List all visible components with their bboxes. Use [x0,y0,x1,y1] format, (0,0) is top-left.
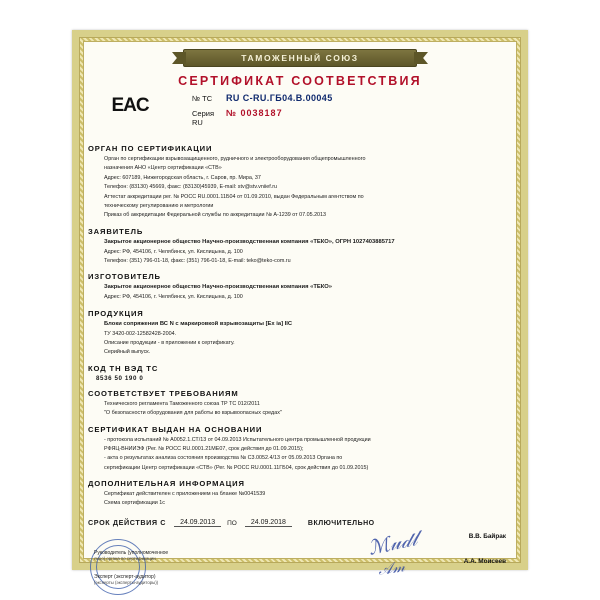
validity-label: СРОК ДЕЙСТВИЯ С [88,517,167,527]
signature-scribble-expert: 𝒜𝓂 [376,557,407,579]
role-head-label: Руководитель (уполномоченное [94,549,169,556]
basis-line: - протокола испытаний № А0052.1.СТ/13 от 04.09.2013 Испытательного центра промышленной продукции [104,436,371,443]
body-line: назначения АНО «Центр сертификации «СТВ» [104,165,222,172]
product-line: Серийный выпуск. [104,349,151,356]
certificate-series-value: № 0038187 [226,108,283,118]
certificate-number-row [192,93,333,103]
role-expert-sub-label: (эксперты (эксперты-аудиторы)) [94,579,159,585]
tnved-code-value: 8536 50 190 0 [96,374,144,382]
section-title-conformity: СООТВЕТСТВУЕТ ТРЕБОВАНИЯМ [88,388,239,398]
signatory-name-expert: А.А. Моисеев [463,557,506,565]
customs-union-ribbon [183,49,417,67]
body-line: Аттестат аккредитации рег. № РОСС RU.0001.11Б04 от 01.09.2010, выдан Федеральным агентством по [104,193,364,200]
ribbon-text: ТАМОЖЕННЫЙ СОЮЗ [241,53,359,63]
section-title-applicant: ЗАЯВИТЕЛЬ [88,226,144,236]
manufacturer-block [96,283,512,301]
additional-block [96,490,512,508]
product-line: Блоки сопряжения ВС N с маркировкой взрывозащиты [Ex ia] IIC [104,320,293,327]
eac-mark-icon: EAC [111,95,149,116]
signature-scribble-head: ℳ𝓊𝒹𝓁 [366,525,420,560]
certificate-number-value: RU C-RU.ГБ04.В.00045 [226,93,333,103]
certificate-series-row [192,108,333,127]
body-line: Приказ об аккредитации Федеральной службы по аккредитации № А-1239 от 07.05.2013 [104,212,327,219]
certificate-numbers [192,93,333,132]
manufacturer-line: Адрес: РФ, 454106, г. Челябинск, ул. Кислицына, д. 100 [104,294,243,301]
basis-block [96,436,512,473]
section-title-additional: ДОПОЛНИТЕЛЬНАЯ ИНФОРМАЦИЯ [88,479,245,489]
section-title-manufacturer: ИЗГОТОВИТЕЛЬ [88,272,161,282]
certificate-series-label: Серия RU [192,109,215,127]
applicant-line: Закрытое акционерное общество Научно-производственная компания «ТЕКО», ОГРН 1027403885717 [104,238,395,245]
signature-names [356,533,506,565]
applicant-line: Телефон: (351) 796-01-18, факс: (351) 796-01-18, E-mail: teko@teko-com.ru [104,257,291,264]
additional-line: Сертификат действителен с приложением на бланке №0041539 [104,491,266,498]
section-title-product: ПРОДУКЦИЯ [88,308,144,318]
role-expert-label: Эксперт (эксперт-аудитор) [94,573,156,580]
conformity-block [96,400,512,418]
product-block [96,320,512,357]
validity-date-from: 24.09.2013 [174,519,221,527]
certification-body-block [96,155,512,220]
certificate-title: СЕРТИФИКАТ СООТВЕТСТВИЯ [178,74,422,88]
certificate-content [88,46,512,585]
section-title-basis: СЕРТИФИКАТ ВЫДАН НА ОСНОВАНИИ [88,424,263,434]
validity-inclusive: ВКЛЮЧИТЕЛЬНО [307,519,375,527]
signatory-name-head: В.В. Байрак [468,532,506,540]
product-line: Описание продукции - в приложении к сертификату. [104,340,235,347]
applicant-block [96,238,512,266]
body-line: Адрес: 607189, Нижегородская область, г. Саров, пр. Мира, 37 [104,174,261,181]
product-line: ТУ 3420-002-12582428-2004. [104,330,177,337]
body-line: Орган по сертификации взрывозащищенного, рудничного и электрооборудования общепромышленного [104,156,366,162]
validity-row [88,518,512,527]
certificate-sheet [72,30,528,585]
certificate-number-label: № ТС [192,94,213,103]
basis-line: - акта о результатах анализа состояния производства № С3.0052.4/13 от 05.09.2013 Органа по [104,455,343,462]
basis-line: сертификации Центр сертификации «СТВ» (Рег. № РОСС RU.0001.11ГБ04, срок действия до 01.09.2015) [104,464,369,471]
validity-date-to: 24.09.2018 [245,519,292,527]
section-title-tnved: КОД ТН ВЭД ТС [88,363,159,373]
basis-line: РФЯЦ-ВНИИЭФ (Рег. № РОСС RU.0001.21МЕ07, срок действия до 01.09.2015); [104,445,304,452]
body-line: Телефон: (83130) 45669, факс: (83130)45939, E-mail: stv@stv.vniief.ru [104,184,278,191]
section-title-body: ОРГАН ПО СЕРТИФИКАЦИИ [88,144,213,153]
manufacturer-line: Закрытое акционерное общество Научно-производственная компания «ТЕКО» [104,284,332,291]
conformity-line: Технического регламента Таможенного союза ТР ТС 012/2011 [104,400,260,407]
signature-row [88,525,512,587]
signature-roles [94,537,294,585]
additional-line: Схема сертификации 1с [104,500,166,507]
certificate-header-row [88,91,512,137]
body-line: техническому регулированию и метрологии [104,202,214,209]
applicant-line: Адрес: РФ, 454106, г. Челябинск, ул. Кислицына, д. 100 [104,248,243,255]
role-head-sub-label: лицо) органа по сертификации [94,555,156,561]
conformity-line: "О безопасности оборудования для работы во взрывоопасных средах" [104,410,282,417]
validity-separator: ПО [227,519,237,527]
